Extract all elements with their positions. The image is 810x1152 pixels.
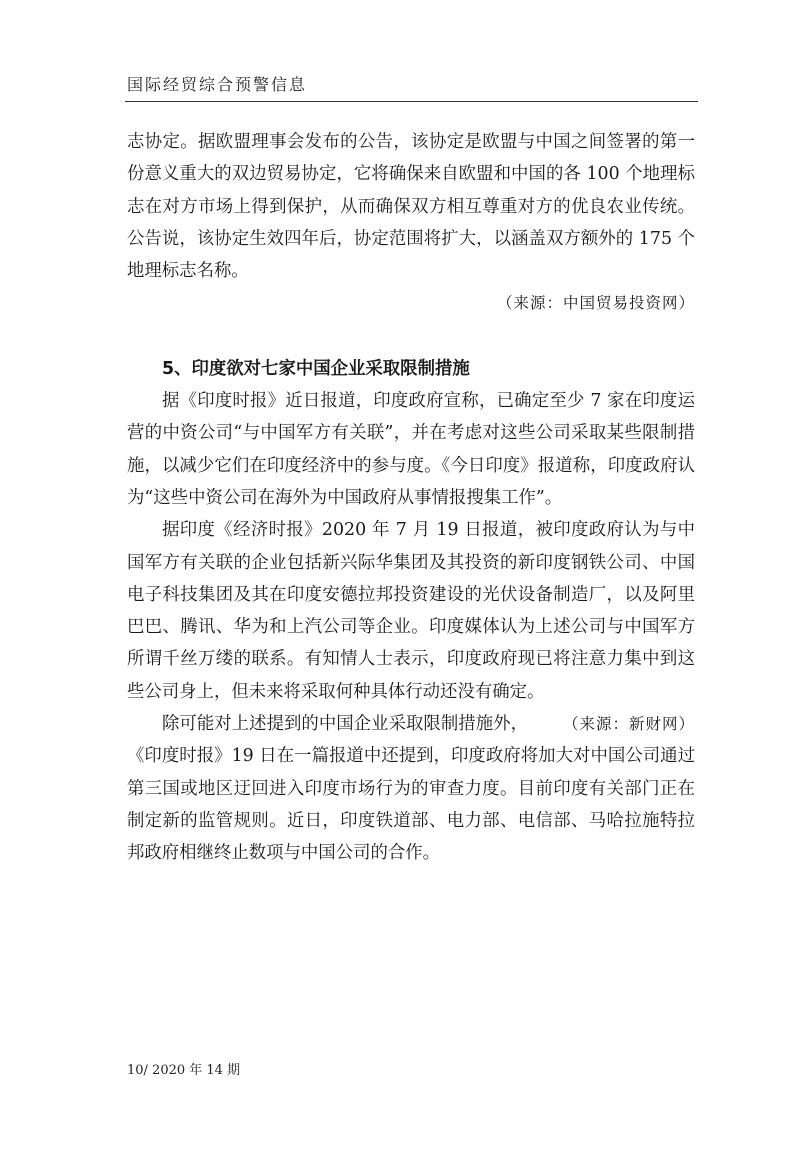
article-paragraph-3 [127,708,695,869]
page-body [127,126,695,870]
article-paragraph-2: 据印度《经济时报》2020 年 7 月 19 日报道，被印度政府认为与中国军方有关联的企业包括新兴际华集团及其投资的新印度钢铁公司、中国电子科技集团及其在印度安德拉邦投资建设的光伏设备制造厂，以及阿里巴巴、腾讯、华为和上汽公司等企业。印度媒体认为上述公司与中国军方所谓千丝万缕的联系。有知情人士表示，印度政府现已将注意力集中到这些公司身上，但未来将采取何种具体行动还没有确定。 [127,520,695,702]
article-paragraph-3-text: 除可能对上述提到的中国企业采取限制措施外，《印度时报》19 日在一篇报道中还提到，印度政府将加大对中国公司通过第三国或地区迂回进入印度市场行为的审查力度。目前印度有关部门正在制定新的监管规则。近日，印度铁道部、电力部、电信部、马哈拉施特拉邦政府相继终止数项与中国公司的合作。 [127,714,695,864]
section-gap [127,320,695,353]
article-paragraph-1: 据《印度时报》近日报道，印度政府宣称，已确定至少 7 家在印度运营的中资公司“与中国军方有关联”，并在考虑对这些公司采取某些限制措施，以减少它们在印度经济中的参与度。《今日印度》报道称，印度政府认为“这些中资公司在海外为中国政府从事情报搜集工作”。 [127,391,695,508]
article-heading: 5、印度欲对七家中国企业采取限制措施 [162,358,470,379]
running-header: 国际经贸综合预警信息 [127,75,308,94]
header-divider [125,101,698,102]
prev-article-source: （来源：中国贸易投资网） [496,294,695,313]
article-source: （来源：新财网） [562,715,695,734]
prev-article-paragraph: 志协定。据欧盟理事会发布的公告，该协定是欧盟与中国之间签署的第一份意义重大的双边贸易协定，它将确保来自欧盟和中国的各 100 个地理标志在对方市场上得到保护，从而确保双方相互尊重对方的优良农业传统。公告说，该协定生效四年后，协定范围将扩大，以涵盖双方额外的 175 个地理标志名称。 [127,132,695,282]
page-footer: 10/ 2020 年 14 期 [127,1063,241,1078]
